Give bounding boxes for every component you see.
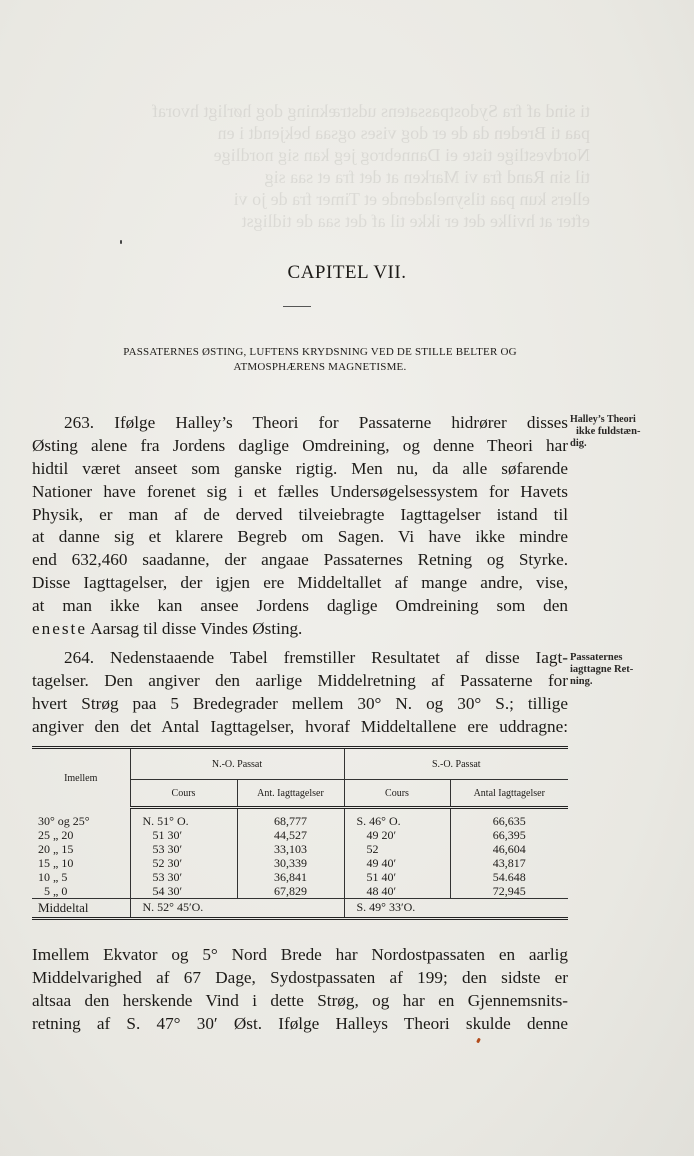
text-line: Middelvarighed af 67 Dage, Sydostpassaten af 199; den sidste er xyxy=(32,967,568,987)
cell-so-count: 43,817 xyxy=(450,856,568,870)
margin-note-halley xyxy=(570,414,670,450)
text-line: tagelser. Den angiver den aarlige Middelretning af Passaterne for xyxy=(32,670,568,690)
text-line: angiver den det Antal Iagttagelser, hvoraf Middeltallene ere uddragne: xyxy=(32,716,568,736)
cell-lat: 5 „ 0 xyxy=(44,883,68,898)
cell-no-cours: 52 30′ xyxy=(130,856,237,870)
cell-so-count: 66,635 xyxy=(450,814,568,828)
cell-no-count: 67,829 xyxy=(237,884,344,899)
margin-note-line: Halley’s Theori xyxy=(570,414,636,425)
cell-no-cours: 51 30′ xyxy=(130,828,237,842)
cell-lat: 20 „ 15 xyxy=(38,841,74,856)
text-line: retning af S. 47° 30′ Øst. Ifølge Halleys Theori skulde denne xyxy=(32,1013,568,1033)
cell-so-cours: 49 40′ xyxy=(344,856,450,870)
text-line: 263. Ifølge Halley’s Theori for Passaterne hidrører disses xyxy=(64,413,568,432)
col-group-so-passat: S.-O. Passat xyxy=(344,748,568,780)
margin-note-line: ikke fuldstæn- xyxy=(576,426,641,437)
cell-no-cours: 53 30′ xyxy=(130,870,237,884)
table-row xyxy=(32,814,568,828)
cell-no-count: 44,527 xyxy=(237,828,344,842)
margin-note-passaternes xyxy=(570,652,670,688)
col-group-no-passat: N.-O. Passat xyxy=(130,748,344,780)
paragraph-263 xyxy=(32,412,568,641)
cell-lat: 10 „ 5 xyxy=(38,869,68,884)
table-row xyxy=(32,856,568,870)
table-row xyxy=(32,842,568,856)
text-line: hvert Strøg paa 5 Bredegrader mellem 30° N. og 30° S.; tillige xyxy=(32,693,568,713)
cell-summary-no: N. 52° 45′O. xyxy=(130,898,237,918)
text-line: Østing alene fra Jordens daglige Omdreining, og denne Theori har xyxy=(32,435,568,455)
cell-no-count: 36,841 xyxy=(237,870,344,884)
ink-speck xyxy=(120,240,122,244)
bleed-through-text: ti sind af fra Sydostpassatens udstrækning dog hørligt hvoraf paa ti Breden da de er dog vises ogsaa bekjendt i en Nordvestlige tiste ei Dannebrog jeg kan sig nordlige til sin Rand fra vi Marken at det fra et saa sig ellers kun paa tilsyneladende et Timer fra de jo vi efter at hvilke det er ikke til af det saa de tidligst xyxy=(152,101,590,231)
paragraph-after-table xyxy=(32,944,568,1036)
text-line: Nationer have forenet sig i et fælles Undersøgelsessystem for Havets xyxy=(32,481,568,501)
chapter-subtitle-line1: PASSATERNES ØSTING, LUFTENS KRYDSNING VED DE STILLE BELTER OG xyxy=(123,346,517,358)
cell-so-cours: S. 46° O. xyxy=(344,814,450,828)
text-line: Imellem Ekvator og 5° Nord Brede har Nordostpassaten en aarlig xyxy=(32,945,568,964)
cell-no-count: 68,777 xyxy=(237,814,344,828)
col-header-no-count: Ant. Iagttagelser xyxy=(237,780,344,808)
text-line: end 632,460 saadanne, der angaae Passaternes Retning og Styrke. xyxy=(32,550,568,570)
text-line xyxy=(32,618,568,641)
text-line: at danne sig et klarere Begreb om Sagen. Vi have ikke mindre xyxy=(32,527,568,547)
cell-lat: 25 „ 20 xyxy=(38,827,74,842)
margin-note-line: ning. xyxy=(570,676,593,687)
cell-lat: 15 „ 10 xyxy=(38,855,74,870)
text-line: Disse Iagttagelser, der igjen ere Middeltallet af mange andre, vise, xyxy=(32,573,568,593)
cell-so-cours: 48 40′ xyxy=(344,884,450,899)
text-line: Physik, er man af de derved tilveiebragte Iagttagelser istand til xyxy=(32,504,568,524)
cell-no-cours: 53 30′ xyxy=(130,842,237,856)
cell-no-cours: 54 30′ xyxy=(130,884,237,899)
ink-speck xyxy=(476,1038,481,1044)
cell-so-count: 66,395 xyxy=(450,828,568,842)
cell-so-cours: 52 xyxy=(344,842,450,856)
col-header-no-cours: Cours xyxy=(130,780,237,808)
cell-lat: 30° og 25° xyxy=(38,813,90,828)
cell-no-cours: N. 51° O. xyxy=(130,814,237,828)
title-rule xyxy=(283,306,311,307)
text-line: hidtil været anseet som ganske rigtig. Men nu, da alle søfarende xyxy=(32,458,568,478)
spaced-word: eneste xyxy=(32,619,87,639)
table-row xyxy=(32,870,568,884)
cell-so-count: 72,945 xyxy=(450,884,568,899)
margin-note-line: dig. xyxy=(570,438,587,449)
col-header-so-count: Antal Iagttagelser xyxy=(450,780,568,808)
chapter-title: CAPITEL VII. xyxy=(287,262,407,283)
chapter-subtitle-line2: ATMOSPHÆRENS MAGNETISME. xyxy=(233,361,407,373)
cell-no-count: 33,103 xyxy=(237,842,344,856)
margin-note-line: iagttagne Ret- xyxy=(570,664,634,675)
table-row xyxy=(32,828,568,842)
cell-so-cours: 51 40′ xyxy=(344,870,450,884)
text-line: altsaa den herskende Vind i dette Strøg, og har en Gjennemsnits- xyxy=(32,990,568,1010)
paragraph-264 xyxy=(32,647,568,739)
passat-table xyxy=(32,746,568,920)
text-line: at man ikke kan ansee Jordens daglige Omdreining som den xyxy=(32,596,568,616)
cell-so-cours: 49 20′ xyxy=(344,828,450,842)
text-fragment: Aarsag til disse Vindes Østing. xyxy=(86,619,303,639)
cell-so-count: 46,604 xyxy=(450,842,568,856)
cell-summary-so: S. 49° 33′O. xyxy=(344,898,450,918)
col-header-imellem: Imellem xyxy=(32,748,130,808)
cell-summary-label: Middeltal xyxy=(32,898,130,918)
cell-no-count: 30,339 xyxy=(237,856,344,870)
margin-note-line: Passaternes xyxy=(570,652,623,663)
table-summary-row xyxy=(32,898,568,918)
col-header-so-cours: Cours xyxy=(344,780,450,808)
table-row xyxy=(32,884,568,899)
cell-so-count: 54.648 xyxy=(450,870,568,884)
text-line: 264. Nedenstaaende Tabel fremstiller Resultatet af disse Iagt- xyxy=(64,648,568,667)
